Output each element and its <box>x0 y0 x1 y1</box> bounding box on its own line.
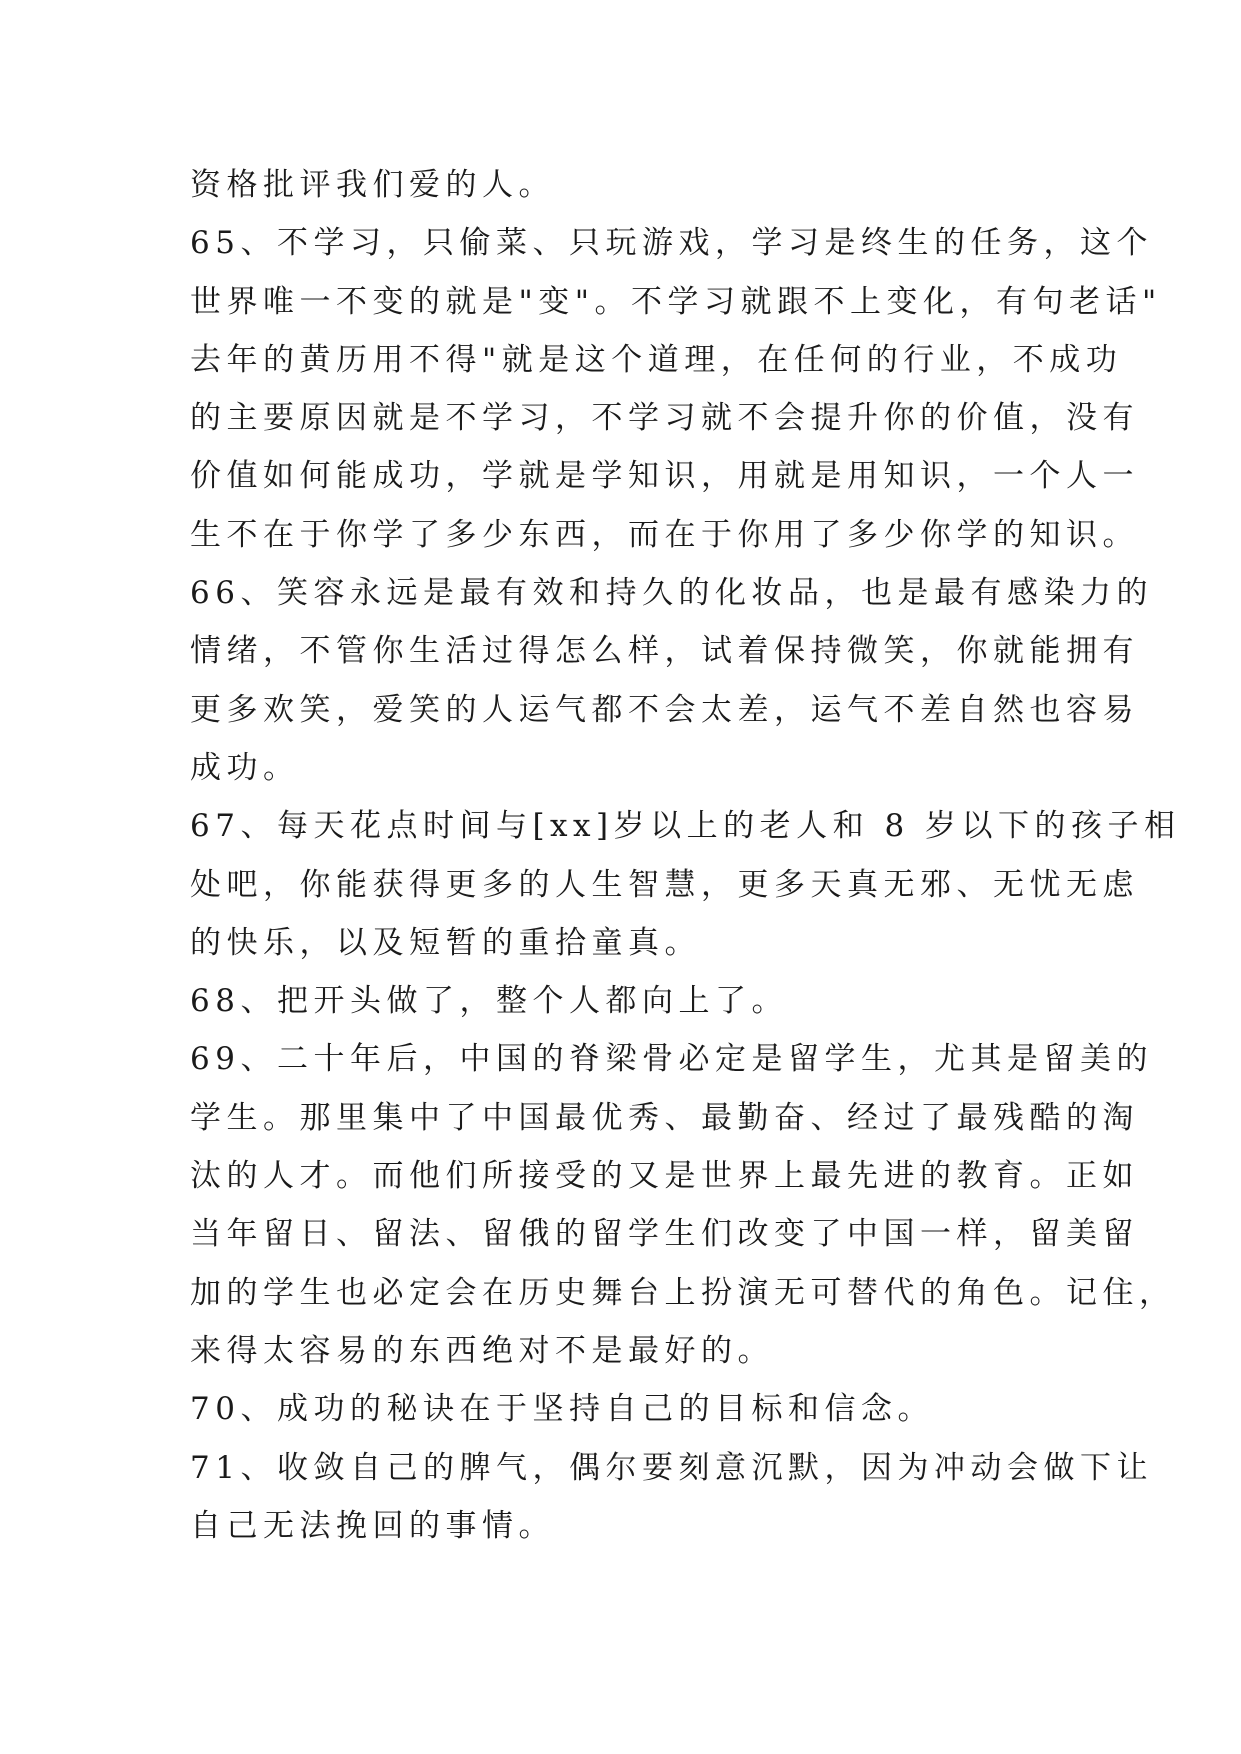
text-line: 价值如何能成功，学就是学知识，用就是用知识，一个人一 <box>190 458 1139 495</box>
text-line: 加的学生也必定会在历史舞台上扮演无可替代的角色。记住， <box>190 1274 1176 1311</box>
text-line: 的快乐，以及短暂的重拾童真。 <box>190 924 701 961</box>
text-line: 世界唯一不变的就是"变"。不学习就跟不上变化，有句老话" <box>190 283 1162 320</box>
text-line: 去年的黄历用不得"就是这个道理，在任何的行业，不成功 <box>190 341 1123 378</box>
text-line: 处吧，你能获得更多的人生智慧，更多天真无邪、无忧无虑 <box>190 866 1139 903</box>
text-line: 来得太容易的东西绝对不是最好的。 <box>190 1332 774 1369</box>
text-line: 69、二十年后，中国的脊梁骨必定是留学生，尤其是留美的 <box>190 1041 1153 1078</box>
text-line: 资格批评我们爱的人。 <box>190 167 555 203</box>
document-body <box>190 156 1181 1555</box>
text-line: 生不在于你学了多少东西，而在于你用了多少你学的知识。 <box>190 516 1139 553</box>
text-line: 学生。那里集中了中国最优秀、最勤奋、经过了最残酷的淘 <box>190 1099 1139 1136</box>
text-line: 情绪，不管你生活过得怎么样，试着保持微笑，你就能拥有 <box>190 633 1139 670</box>
text-line: 70、成功的秘诀在于坚持自己的目标和信念。 <box>190 1391 934 1428</box>
text-line: 68、把开头做了，整个人都向上了。 <box>190 983 788 1020</box>
text-line: 65、不学习，只偷菜、只玩游戏，学习是终生的任务，这个 <box>190 225 1153 262</box>
text-line: 成功。 <box>190 749 300 786</box>
text-line: 当年留日、留法、留俄的留学生们改变了中国一样，留美留 <box>190 1216 1139 1253</box>
text-line: 的主要原因就是不学习，不学习就不会提升你的价值，没有 <box>190 400 1139 437</box>
text-line: 66、笑容永远是最有效和持久的化妆品，也是最有感染力的 <box>190 575 1153 612</box>
text-line: 自己无法挽回的事情。 <box>190 1507 555 1544</box>
text-line: 更多欢笑，爱笑的人运气都不会太差，运气不差自然也容易 <box>190 691 1139 728</box>
text-line: 67、每天花点时间与[xx]岁以上的老人和 8 岁以下的孩子相 <box>190 808 1181 845</box>
text-line: 汰的人才。而他们所接受的又是世界上最先进的教育。正如 <box>190 1158 1139 1195</box>
text-line: 71、收敛自己的脾气，偶尔要刻意沉默，因为冲动会做下让 <box>190 1449 1153 1486</box>
